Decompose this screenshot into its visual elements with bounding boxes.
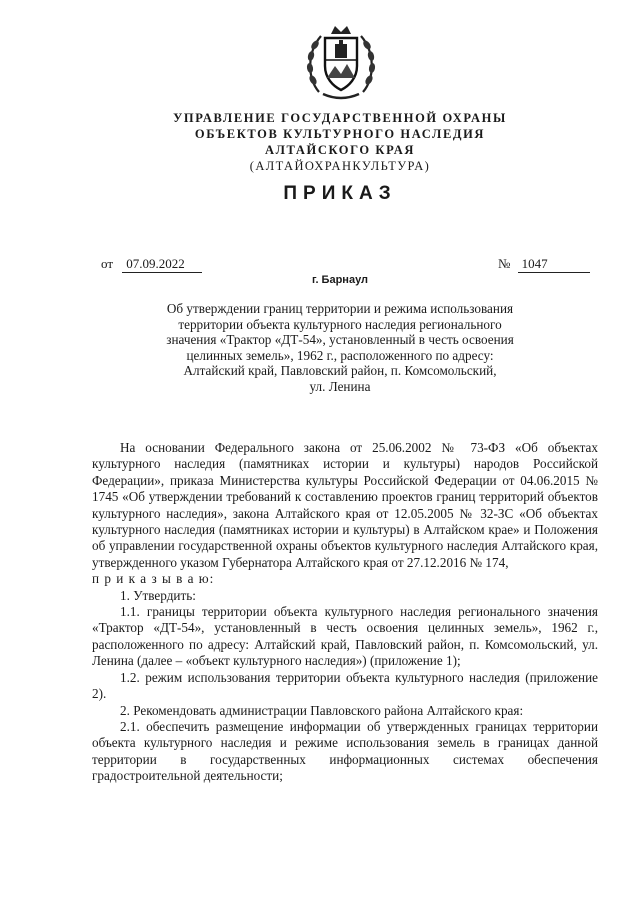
item-1: 1. Утвердить: bbox=[120, 587, 196, 603]
date-value: 07.09.2022 bbox=[122, 256, 202, 273]
subject-line: ул. Ленина bbox=[309, 378, 371, 394]
document-type-title: ПРИКАЗ bbox=[283, 183, 397, 204]
number-value: 1047 bbox=[518, 256, 590, 273]
subject-line: Об утверждении границ территории и режима использования bbox=[166, 301, 514, 316]
item-1-2: 1.2. режим использования территории объекта культурного наследия (приложение 2). bbox=[92, 669, 598, 702]
order-body bbox=[92, 440, 598, 785]
number-prefix: № bbox=[498, 256, 511, 271]
subject-line: значения «Трактор «ДТ-54», установленный в честь освоения bbox=[166, 332, 514, 348]
subject-line: Алтайский край, Павловский район, п. Комсомольский, bbox=[183, 363, 497, 379]
order-date bbox=[101, 256, 202, 273]
agency-name-line-1: УПРАВЛЕНИЕ ГОСУДАРСТВЕННОЙ ОХРАНЫ bbox=[173, 111, 507, 125]
date-prefix: от bbox=[101, 256, 114, 271]
subject-line: целинных земель», 1962 г., расположенного по адресу: bbox=[186, 347, 494, 363]
subject-line: территории объекта культурного наследия регионального bbox=[178, 316, 502, 332]
item-2: 2. Рекомендовать администрации Павловского района Алтайского края: bbox=[120, 702, 524, 718]
agency-short-name: (АЛТАЙОХРАНКУЛЬТУРА) bbox=[249, 159, 431, 173]
order-number bbox=[498, 256, 590, 273]
item-2-1: 2.1. обеспечить размещение информации об утвержденных границах территории объекта культурного наследия и режиме использования земель в границах данной территории в государственных информационных системах обеспечения градостроительной деятельности; bbox=[92, 718, 598, 784]
coat-of-arms-emblem-icon bbox=[299, 20, 383, 104]
agency-name-line-2: ОБЪЕКТОВ КУЛЬТУРНОГО НАСЛЕДИЯ bbox=[194, 127, 486, 141]
order-word: п р и к а з ы в а ю: bbox=[92, 571, 215, 587]
item-1-1: 1.1. границы территории объекта культурного наследия регионального значения «Трактор «ДТ-54», установленный в честь освоения целинных земель», 1962 г., расположенного по адресу: Алтайский край, Павловский район, п. Комсомольский, ул. Ленина (далее – «объект культурного наследия») (приложение 1); bbox=[92, 604, 598, 669]
city-line: г. Барнаул bbox=[311, 274, 369, 286]
preamble-paragraph: На основании Федерального закона от 25.06.2002 № 73-ФЗ «Об объектах культурного наследия (памятниках истории и культуры) народов Российской Федерации», приказа Министерства культуры Российской Федерации от 04.06.2015 № 1745 «Об утверждении требований к составлению проектов границ территорий объектов культурного наследия», закона Алтайского края от 12.05.2005 № 32-ЗС «Об объектах культурного наследия (памятниках истории и культуры) в Алтайском крае» и Положения об управлении государственной охраны объектов культурного наследия Алтайского края, утвержденного указом Губернатора Алтайского края от 27.12.2016 № 174, bbox=[92, 440, 598, 570]
agency-name-line-3: АЛТАЙСКОГО КРАЯ bbox=[265, 143, 415, 157]
order-subject bbox=[120, 301, 560, 395]
